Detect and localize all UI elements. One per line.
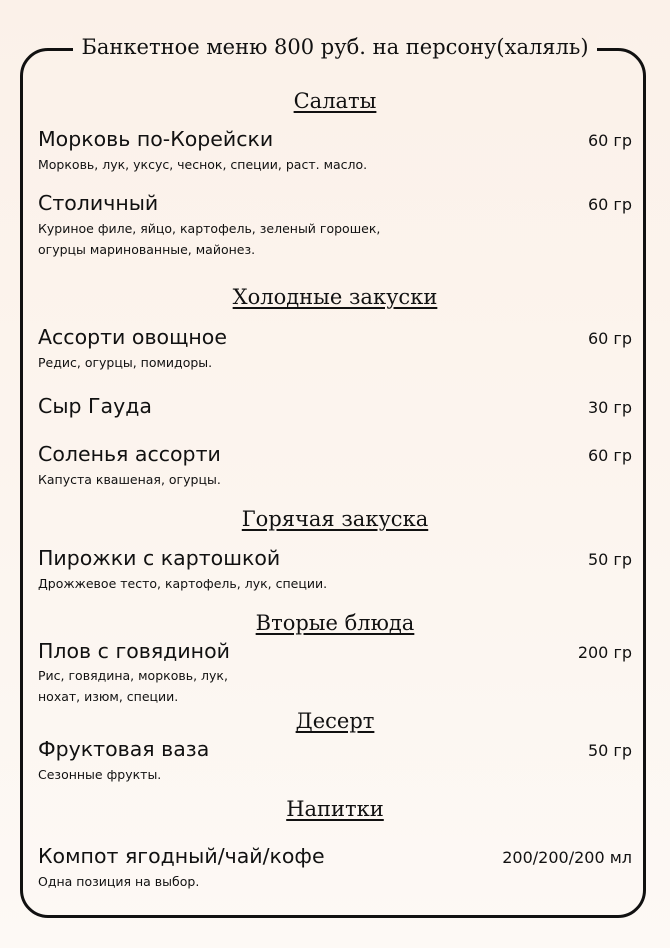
section-heading-drinks: Напитки <box>286 797 384 821</box>
item-weight-stolichny: 60 гр <box>587 195 632 214</box>
item-name-vegetable-assorti: Ассорти овощное <box>38 325 227 349</box>
item-weight-gouda: 30 гр <box>587 398 632 417</box>
section-heading-hot-appetizer: Горячая закуска <box>241 507 429 531</box>
item-name-plov: Плов с говядиной <box>38 639 230 663</box>
item-desc-carrot: Морковь, лук, уксус, чеснок, специи, раст. масло. <box>38 157 368 172</box>
item-name-gouda: Сыр Гауда <box>38 394 152 418</box>
menu-title: Банкетное меню 800 руб. на персону(халяль) <box>0 33 670 61</box>
section-heading-cold-appetizers: Холодные закуски <box>232 285 438 309</box>
item-desc-stolichny-line2: огурцы маринованные, майонез. <box>38 242 256 257</box>
item-name-drinks: Компот ягодный/чай/кофе <box>38 844 325 868</box>
item-name-fruit-vase: Фруктовая ваза <box>38 737 210 761</box>
item-weight-carrot: 60 гр <box>587 131 632 150</box>
item-weight-pickles: 60 гр <box>587 446 632 465</box>
item-name-pirozhki: Пирожки с картошкой <box>38 546 281 570</box>
item-desc-pickles: Капуста квашеная, огурцы. <box>38 472 221 487</box>
item-desc-drinks: Одна позиция на выбор. <box>38 874 200 889</box>
item-name-carrot: Морковь по-Корейски <box>38 127 274 151</box>
item-name-pickles: Соленья ассорти <box>38 442 221 466</box>
item-desc-fruit-vase: Сезонные фрукты. <box>38 767 162 782</box>
section-heading-salads: Салаты <box>293 89 377 113</box>
item-weight-fruit-vase: 50 гр <box>587 741 632 760</box>
section-heading-main-courses: Вторые блюда <box>255 611 415 635</box>
item-desc-plov-line1: Рис, говядина, морковь, лук, <box>38 668 228 683</box>
item-name-stolichny: Столичный <box>38 191 159 215</box>
item-desc-pirozhki: Дрожжевое тесто, картофель, лук, специи. <box>38 576 328 591</box>
item-weight-vegetable-assorti: 60 гр <box>587 329 632 348</box>
item-desc-vegetable-assorti: Редис, огурцы, помидоры. <box>38 355 213 370</box>
section-heading-dessert: Десерт <box>295 709 375 733</box>
item-desc-stolichny-line1: Куриное филе, яйцо, картофель, зеленый горошек, <box>38 221 381 236</box>
item-weight-plov: 200 гр <box>577 643 632 662</box>
item-desc-plov-line2: нохат, изюм, специи. <box>38 689 179 704</box>
item-weight-pirozhki: 50 гр <box>587 550 632 569</box>
item-weight-drinks: 200/200/200 мл <box>502 848 632 867</box>
